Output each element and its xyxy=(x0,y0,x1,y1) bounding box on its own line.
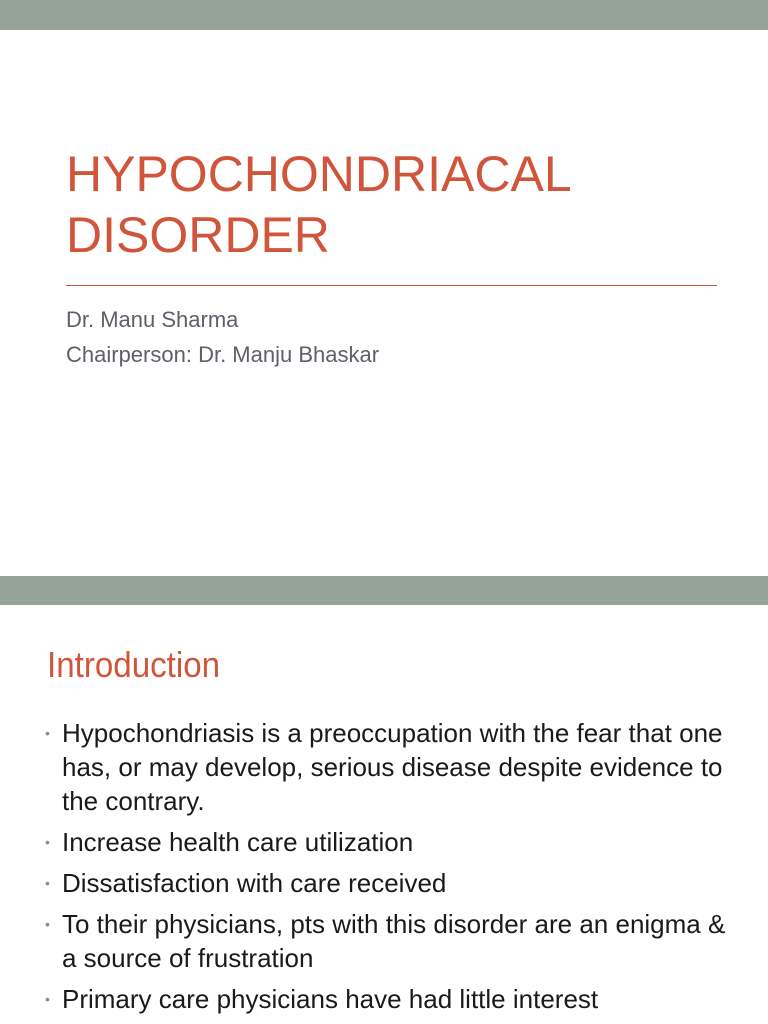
slide2-title: Introduction xyxy=(47,644,221,685)
bullet-dot-icon: • xyxy=(45,875,50,891)
chairperson-name: Chairperson: Dr. Manju Bhaskar xyxy=(66,342,380,367)
bullet-dot-icon: • xyxy=(45,916,50,932)
bullet-dot-icon: • xyxy=(45,725,50,741)
bullet-text: Primary care physicians have had little interest xyxy=(62,984,599,1014)
bullet-dot-icon: • xyxy=(45,834,50,850)
bullet-text: Dissatisfaction with care received xyxy=(62,868,447,898)
slide1-top-band xyxy=(0,0,768,30)
bullet-text: Increase health care utilization xyxy=(62,827,414,857)
bullet-dot-icon: • xyxy=(45,991,50,1007)
slide2-top-band xyxy=(0,576,768,605)
bullet-item xyxy=(0,982,768,1016)
slide1-title xyxy=(66,144,746,266)
bullet-item xyxy=(0,825,768,859)
slide1-subtitle xyxy=(66,302,726,372)
bullet-item xyxy=(0,716,768,818)
bullet-text: Hypochondriasis is a preoccupation with the fear that one has, or may develop, serious disease despite evidence to the contrary. xyxy=(62,718,723,816)
slide1-title-line: HYPOCHONDRIACAL xyxy=(66,146,572,202)
bullet-text: To their physicians, pts with this disorder are an enigma & a source of frustration xyxy=(62,909,726,973)
bullet-list xyxy=(0,716,768,1023)
slide1-divider xyxy=(66,285,717,286)
bullet-item xyxy=(0,907,768,975)
slide1-title-line: DISORDER xyxy=(66,207,330,263)
presenter-name: Dr. Manu Sharma xyxy=(66,307,239,332)
bullet-item xyxy=(0,866,768,900)
